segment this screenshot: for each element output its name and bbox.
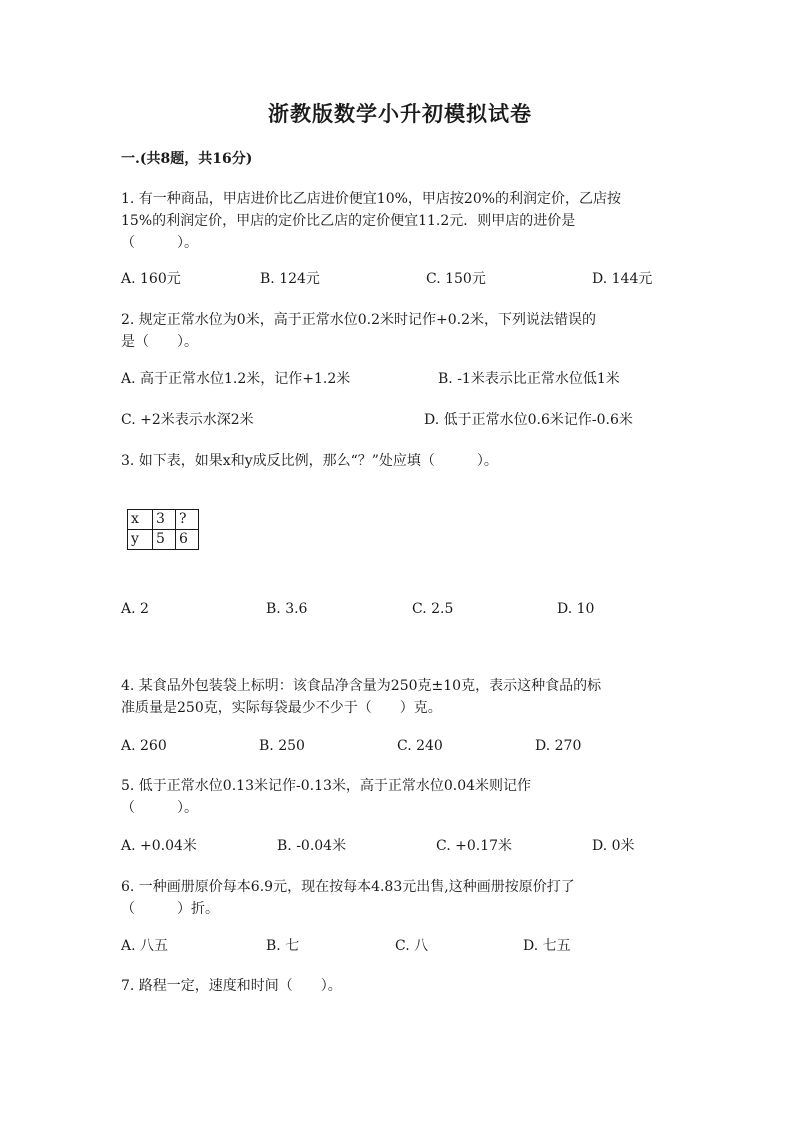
question-6-line-1: 6. 一种画册原价每本6.9元，现在按每本4.83元出售,这种画册按原价打了 [121, 879, 575, 895]
table-cell: 6 [176, 530, 199, 550]
question-2-option-d[interactable]: D. 低于正常水位0.6米记作-0.6米 [424, 412, 633, 428]
question-1-option-c[interactable]: C. 150元 [426, 271, 486, 287]
question-6-option-d[interactable]: D. 七五 [523, 938, 571, 954]
question-5-line-2: （ ）。 [121, 800, 198, 816]
question-5-option-c[interactable]: C. +0.17米 [436, 838, 513, 854]
table-row [128, 530, 199, 550]
question-5-option-d[interactable]: D. 0米 [592, 838, 635, 854]
question-1-line-1: 1. 有一种商品，甲店进价比乙店进价便宜10%，甲店按20%的利润定价，乙店按 [121, 191, 622, 207]
question-3-option-a[interactable]: A. 2 [121, 601, 149, 617]
question-4-option-d[interactable]: D. 270 [535, 738, 582, 754]
question-1-option-a[interactable]: A. 160元 [121, 271, 181, 287]
question-3-option-b[interactable]: B. 3.6 [266, 601, 308, 617]
question-4-option-c[interactable]: C. 240 [397, 738, 443, 754]
question-6-option-b[interactable]: B. 七 [266, 938, 300, 954]
table-row [128, 510, 199, 530]
xy-table [127, 509, 199, 550]
question-4-option-b[interactable]: B. 250 [259, 738, 305, 754]
question-2-option-c[interactable]: C. +2米表示水深2米 [121, 412, 254, 428]
question-1-line-3: （ ）。 [121, 235, 198, 251]
question-5-line-1: 5. 低于正常水位0.13米记作-0.13米，高于正常水位0.04米则记作 [121, 778, 532, 794]
question-6-line-2: （ ）折。 [121, 901, 219, 917]
table-cell: 3 [153, 510, 176, 530]
table-cell: 5 [153, 530, 176, 550]
question-1-line-2: 15%的利润定价，甲店的定价比乙店的定价便宜11.2元．则甲店的进价是 [121, 213, 576, 229]
question-6-option-c[interactable]: C. 八 [395, 938, 429, 954]
question-7-line-1: 7. 路程一定，速度和时间（ ）。 [121, 978, 342, 994]
question-5-option-a[interactable]: A. +0.04米 [121, 838, 197, 854]
question-2-option-a[interactable]: A. 高于正常水位1.2米，记作+1.2米 [121, 371, 351, 387]
question-2-line-1: 2. 规定正常水位为0米，高于正常水位0.2米时记作+0.2米，下列说法错误的 [121, 312, 596, 328]
question-4-line-1: 4. 某食品外包装袋上标明：该食品净含量为250克±10克，表示这种食品的标 [121, 678, 602, 694]
page-title: 浙教版数学小升初模拟试卷 [268, 101, 532, 126]
question-4-line-2: 准质量是250克，实际每袋最少不少于（ ）克。 [121, 700, 442, 716]
question-3-option-c[interactable]: C. 2.5 [412, 601, 454, 617]
table-cell: ? [176, 510, 199, 530]
question-1-option-d[interactable]: D. 144元 [592, 271, 653, 287]
section-heading: 一.(共8题，共16分) [121, 151, 253, 167]
table-cell: x [128, 510, 153, 530]
question-6-option-a[interactable]: A. 八五 [121, 938, 169, 954]
table-cell: y [128, 530, 153, 550]
question-2-line-2: 是（ ）。 [121, 334, 198, 350]
question-1-option-b[interactable]: B. 124元 [260, 271, 320, 287]
question-3-option-d[interactable]: D. 10 [557, 601, 595, 617]
question-2-option-b[interactable]: B. -1米表示比正常水位低1米 [438, 371, 620, 387]
question-4-option-a[interactable]: A. 260 [121, 738, 167, 754]
question-3-line-1: 3. 如下表，如果x和y成反比例，那么“？”处应填（ ）。 [121, 453, 498, 469]
question-5-option-b[interactable]: B. -0.04米 [277, 838, 347, 854]
